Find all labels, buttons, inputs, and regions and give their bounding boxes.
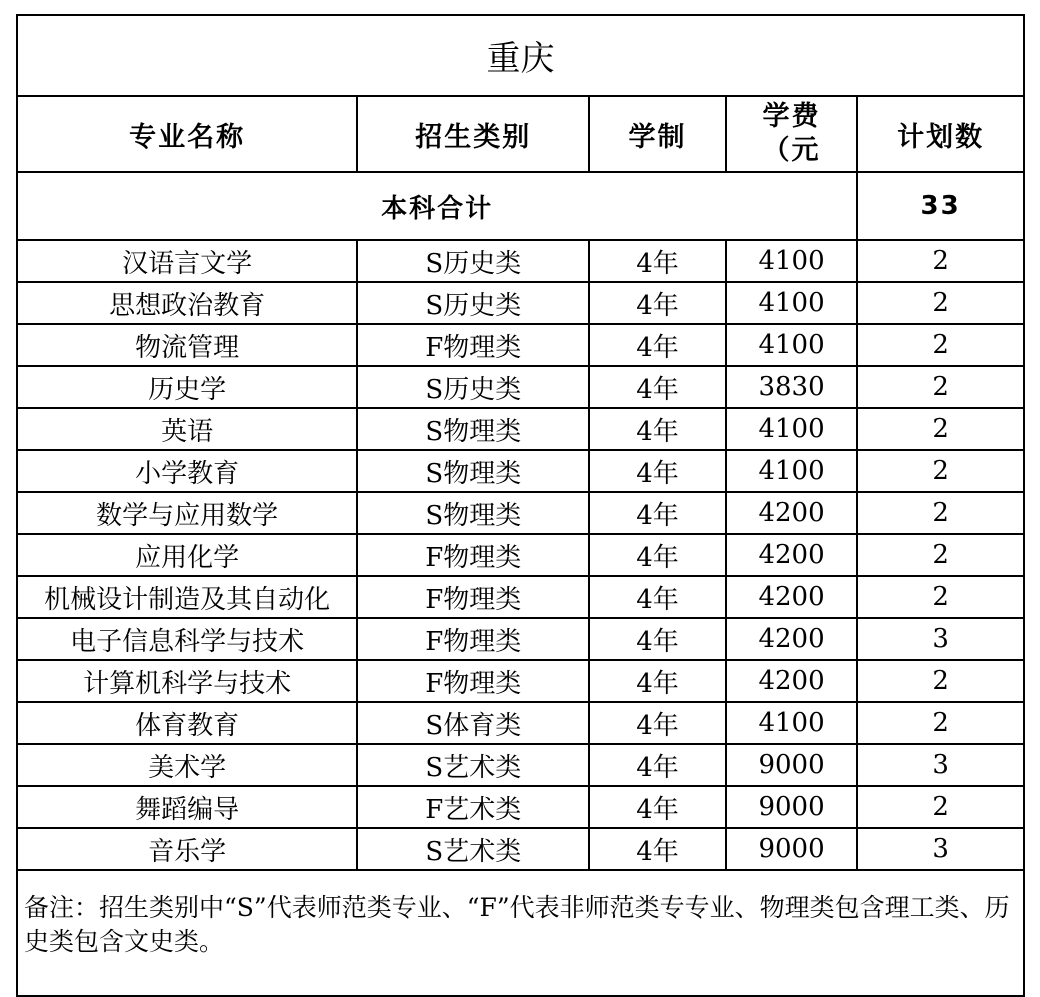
cell-category: F物理类 — [357, 576, 589, 618]
cell-category: F物理类 — [357, 618, 589, 660]
header-category: 招生类别 — [357, 96, 589, 172]
cell-major: 体育教育 — [17, 702, 357, 744]
cell-fee: 9000 — [726, 786, 858, 828]
cell-duration: 4年 — [589, 702, 726, 744]
cell-duration: 4年 — [589, 324, 726, 366]
cell-plan: 2 — [857, 240, 1024, 282]
cell-duration: 4年 — [589, 618, 726, 660]
cell-fee: 4100 — [726, 282, 858, 324]
cell-category: S艺术类 — [357, 828, 589, 870]
cell-plan: 2 — [857, 492, 1024, 534]
cell-duration: 4年 — [589, 534, 726, 576]
cell-fee: 9000 — [726, 744, 858, 786]
cell-plan: 3 — [857, 744, 1024, 786]
header-row — [17, 96, 1024, 172]
table-row — [17, 240, 1024, 282]
cell-plan: 2 — [857, 450, 1024, 492]
cell-fee: 4200 — [726, 492, 858, 534]
cell-duration: 4年 — [589, 240, 726, 282]
cell-plan: 2 — [857, 366, 1024, 408]
cell-major: 音乐学 — [17, 828, 357, 870]
table-row — [17, 282, 1024, 324]
cell-plan: 2 — [857, 534, 1024, 576]
cell-duration: 4年 — [589, 828, 726, 870]
cell-category: S物理类 — [357, 492, 589, 534]
cell-major: 应用化学 — [17, 534, 357, 576]
cell-duration: 4年 — [589, 450, 726, 492]
table-row — [17, 786, 1024, 828]
cell-fee: 4100 — [726, 450, 858, 492]
cell-fee: 4100 — [726, 408, 858, 450]
total-value: 33 — [857, 172, 1024, 240]
cell-major: 计算机科学与技术 — [17, 660, 357, 702]
cell-category: F艺术类 — [357, 786, 589, 828]
cell-major: 小学教育 — [17, 450, 357, 492]
cell-fee: 3830 — [726, 366, 858, 408]
cell-category: F物理类 — [357, 660, 589, 702]
table-title: 重庆 — [17, 15, 1024, 96]
cell-duration: 4年 — [589, 282, 726, 324]
header-fee-line1: 学费 — [762, 101, 821, 132]
cell-duration: 4年 — [589, 576, 726, 618]
header-major: 专业名称 — [17, 96, 357, 172]
table-row — [17, 618, 1024, 660]
cell-major: 物流管理 — [17, 324, 357, 366]
header-fee — [726, 96, 858, 172]
cell-fee: 4100 — [726, 324, 858, 366]
cell-plan: 2 — [857, 324, 1024, 366]
cell-duration: 4年 — [589, 408, 726, 450]
cell-major: 历史学 — [17, 366, 357, 408]
cell-duration: 4年 — [589, 660, 726, 702]
cell-major: 英语 — [17, 408, 357, 450]
cell-duration: 4年 — [589, 744, 726, 786]
title-row — [17, 15, 1024, 96]
cell-fee: 4100 — [726, 702, 858, 744]
cell-fee: 4100 — [726, 240, 858, 282]
cell-major: 机械设计制造及其自动化 — [17, 576, 357, 618]
cell-category: F物理类 — [357, 324, 589, 366]
table-row — [17, 702, 1024, 744]
header-duration: 学制 — [589, 96, 726, 172]
cell-category: S历史类 — [357, 366, 589, 408]
cell-category: S体育类 — [357, 702, 589, 744]
table-row — [17, 450, 1024, 492]
table-row — [17, 324, 1024, 366]
header-plan: 计划数 — [857, 96, 1024, 172]
admission-plan-table — [16, 14, 1025, 997]
cell-fee: 9000 — [726, 828, 858, 870]
total-row — [17, 172, 1024, 240]
cell-plan: 3 — [857, 828, 1024, 870]
total-label: 本科合计 — [17, 172, 857, 240]
cell-plan: 2 — [857, 576, 1024, 618]
cell-fee: 4200 — [726, 660, 858, 702]
cell-major: 舞蹈编导 — [17, 786, 357, 828]
cell-plan: 3 — [857, 618, 1024, 660]
cell-plan: 2 — [857, 660, 1024, 702]
cell-duration: 4年 — [589, 366, 726, 408]
cell-fee: 4200 — [726, 618, 858, 660]
cell-plan: 2 — [857, 408, 1024, 450]
cell-major: 电子信息科学与技术 — [17, 618, 357, 660]
cell-category: S物理类 — [357, 450, 589, 492]
table-row — [17, 366, 1024, 408]
cell-category: S艺术类 — [357, 744, 589, 786]
cell-category: F物理类 — [357, 534, 589, 576]
table-row — [17, 828, 1024, 870]
table-row — [17, 492, 1024, 534]
table-row — [17, 660, 1024, 702]
note-row — [17, 870, 1024, 996]
note-text: 备注：招生类别中“S”代表师范类专业、“F”代表非师范类专专业、物理类包含理工类、历史类包含文史类。 — [17, 870, 1024, 996]
cell-major: 汉语言文学 — [17, 240, 357, 282]
cell-major: 思想政治教育 — [17, 282, 357, 324]
cell-major: 美术学 — [17, 744, 357, 786]
table-row — [17, 408, 1024, 450]
table-row — [17, 744, 1024, 786]
header-fee-line2: （元 — [762, 135, 821, 166]
cell-duration: 4年 — [589, 786, 726, 828]
table-row — [17, 576, 1024, 618]
cell-category: S历史类 — [357, 282, 589, 324]
cell-plan: 2 — [857, 702, 1024, 744]
cell-plan: 2 — [857, 786, 1024, 828]
cell-category: S历史类 — [357, 240, 589, 282]
cell-major: 数学与应用数学 — [17, 492, 357, 534]
cell-plan: 2 — [857, 282, 1024, 324]
cell-category: S物理类 — [357, 408, 589, 450]
cell-fee: 4200 — [726, 576, 858, 618]
cell-fee: 4200 — [726, 534, 858, 576]
table-row — [17, 534, 1024, 576]
cell-duration: 4年 — [589, 492, 726, 534]
